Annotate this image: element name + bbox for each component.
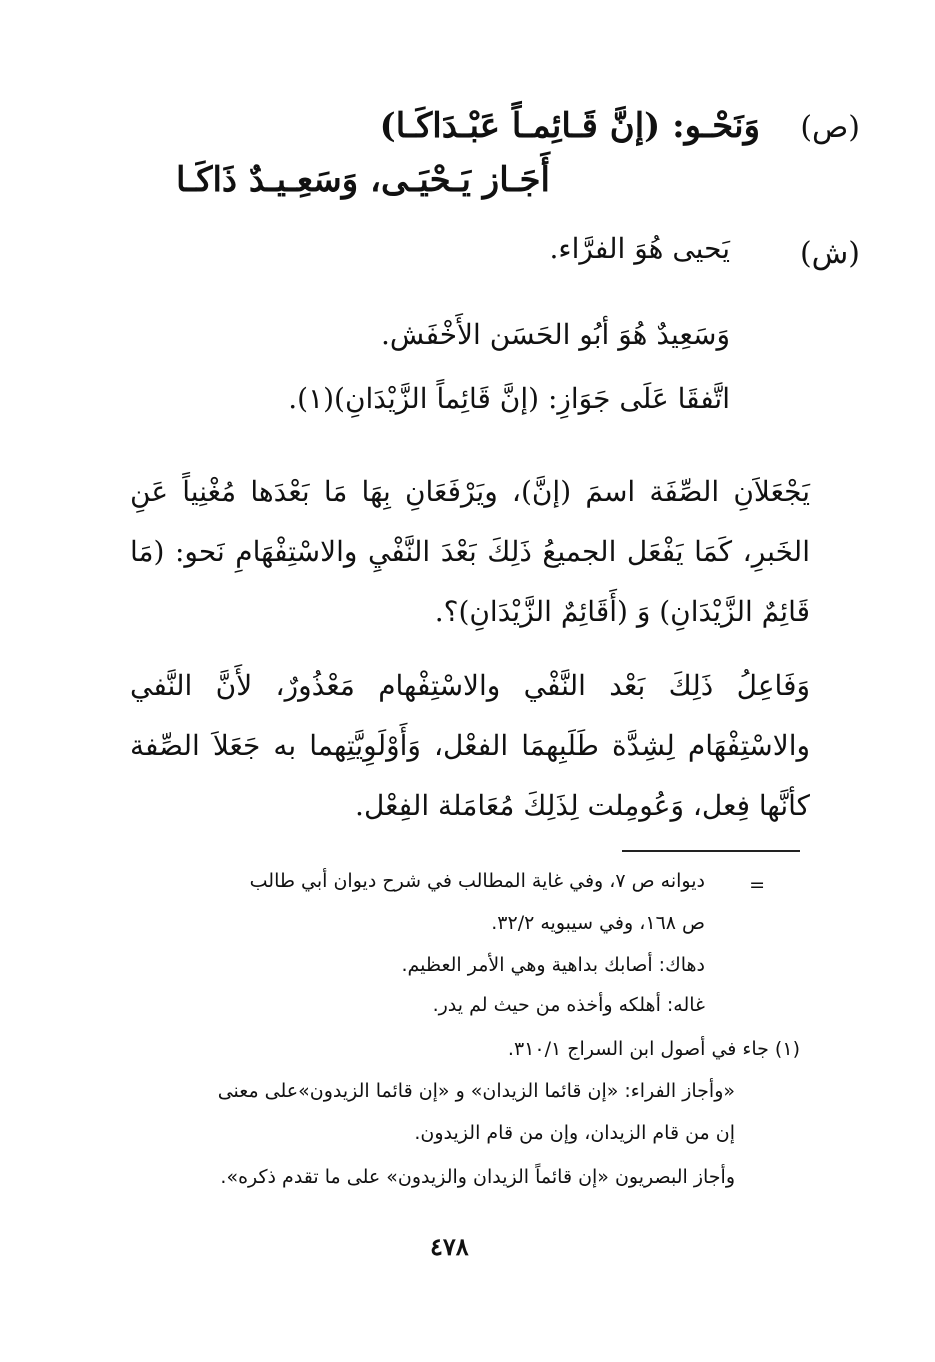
footnote-1: (١) جاء في أصول ابن السراج ٣١٠/١.: [507, 1038, 800, 1060]
sharh-paragraph-2: وَفَاعِلُ ذَلِكَ بَعْد النَّفْي والاسْتِفْهام مَعْذُورٌ، لأَنَّ النَّفي والاسْتِفْهَام لِشِدَّة طَلَبِهمَا الفعْل، وَأَوْلَوِيَّتِهما به جَعَلاَ الصِّفة كأنَّها فِعل، وَعُومِلت لِذَلِكَ مُعَامَلة الفِعْل.: [130, 669, 810, 822]
sharh-line-2: وَسَعِيدٌ هُوَ أبُو الحَسَن الأَخْفَش.: [380, 318, 730, 351]
footnote-1-quote-1: «وأجاز الفراء: «إن قائما الزيدان» و «إن قائما الزيدون»على معنى: [217, 1080, 735, 1102]
sharh-line-3: اتَّفقَا عَلَى جَوَازِ: (إنَّ قَائِماً الزَّيْدَانِ)(١).: [288, 382, 730, 415]
sharh-line-1: يَحيى هُوَ الفرَّاء.: [549, 232, 730, 265]
sharh-paragraph-1: يَجْعَلاَنِ الصِّفَة اسمَ (إنَّ)، ويَرْفَعَانِ بِهَا مَا بَعْدَها مُغْنِياً عَنِ الخَبرِ، كَمَا يَفْعَل الجميعُ ذَلِكَ بَعْدَ النَّفْيِ والاسْتِفْهَامِ نَحو: (مَا قَائِمٌ الزَّيْدَانِ) وَ (أَقَائِمٌ الزَّيْدَانِ)؟.: [130, 475, 810, 628]
footnote-gloss-1: دهاك: أصابك بداهية وهي الأمر العظيم.: [401, 954, 705, 976]
footnote-1-quote-2: إن من قام الزيدان، وإن من قام الزيدون.: [414, 1122, 735, 1144]
verse-line-1: وَنَحْـو: (إنَّ قَـائِمـاً عَبْـدَاكَـا): [379, 106, 760, 146]
page-number: ٤٧٨: [430, 1232, 469, 1261]
verse-line-2: أَجَـاز يَـحْيَـى، وَسَعِـيـدٌ ذَاكَـا: [175, 160, 550, 200]
sharh-marker: (ش): [799, 236, 860, 271]
footnote-cont-line-2: ص ١٦٨، وفي سيبويه ٣٢/٢.: [491, 912, 705, 934]
footnote-cont-line-1: ديوانه ص ٧، وفي غاية المطالب في شرح ديوان أبي طالب: [249, 870, 705, 892]
matn-marker: (ص): [800, 110, 860, 145]
footnote-separator: [622, 850, 800, 852]
footnote-gloss-2: غاله: أهلكه وأخذه من حيث لم يدر.: [432, 994, 705, 1016]
footnote-continuation-marker: =: [749, 874, 765, 896]
footnote-1-quote-3: وأجاز البصريون «إن قائماً الزيدان والزيدون» على ما تقدم ذكره».: [220, 1166, 735, 1188]
